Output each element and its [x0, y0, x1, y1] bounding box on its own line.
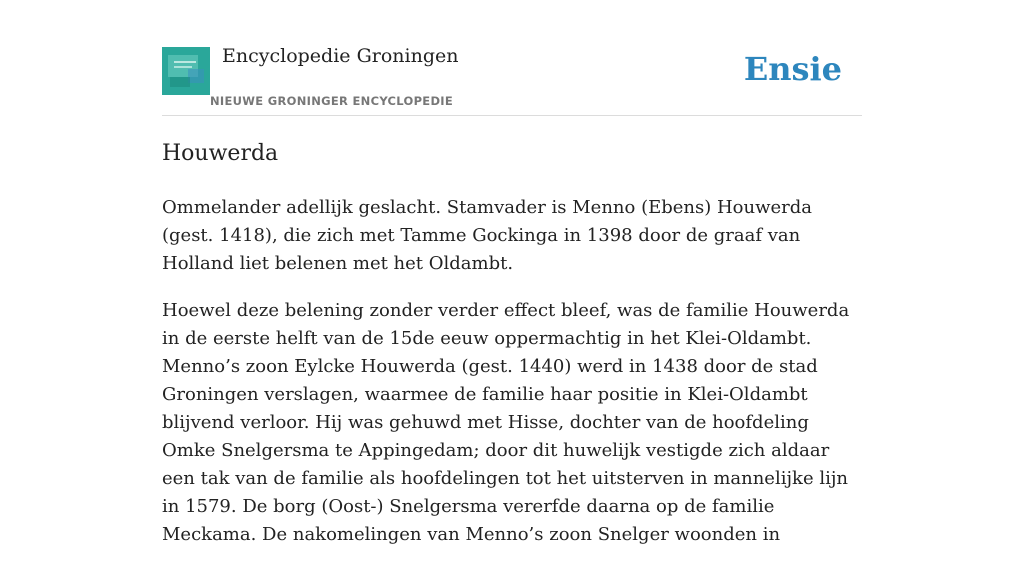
encyclopedia-logo-icon[interactable]: [162, 47, 210, 95]
site-subtitle: NIEUWE GRONINGER ENCYCLOPEDIE: [210, 94, 454, 108]
article-title: Houwerda: [162, 141, 279, 166]
article: [162, 138, 862, 568]
article-paragraph: Hoewel deze belening zonder verder effect bleef, was de familie Houwerda in de eerste helft van de 15de eeuw oppermachtig in het Klei-Oldambt. Menno’s zoon Eylcke Houwerda (gest. 1440) werd in 1438 door de stad Groningen verslagen, waarmee de familie haar positie in Klei-Oldambt blijvend verloor. Hij was gehuwd met Hisse, dochter van de hoofdeling Omke Snelgersma te Appingedam; door dit huwelijk vestigde zich aldaar een tak van de familie als hoofdelingen tot het uitsterven in mannelijke lijn in 1579. De borg (Oost-) Snelgersma vererfde daarna op de familie Meckama. De nakomelingen van Menno’s zoon Snelger woonden in: [162, 300, 850, 545]
ensie-brand-logo[interactable]: Ensie: [743, 50, 842, 88]
article-paragraph: Ommelander adellijk geslacht. Stamvader is Menno (Ebens) Houwerda (gest. 1418), die zich met Tamme Gockinga in 1398 door de graaf van Holland liet belenen met het Oldambt.: [162, 197, 813, 274]
site-title[interactable]: Encyclopedie Groningen: [222, 45, 459, 67]
site-header: [162, 0, 862, 116]
